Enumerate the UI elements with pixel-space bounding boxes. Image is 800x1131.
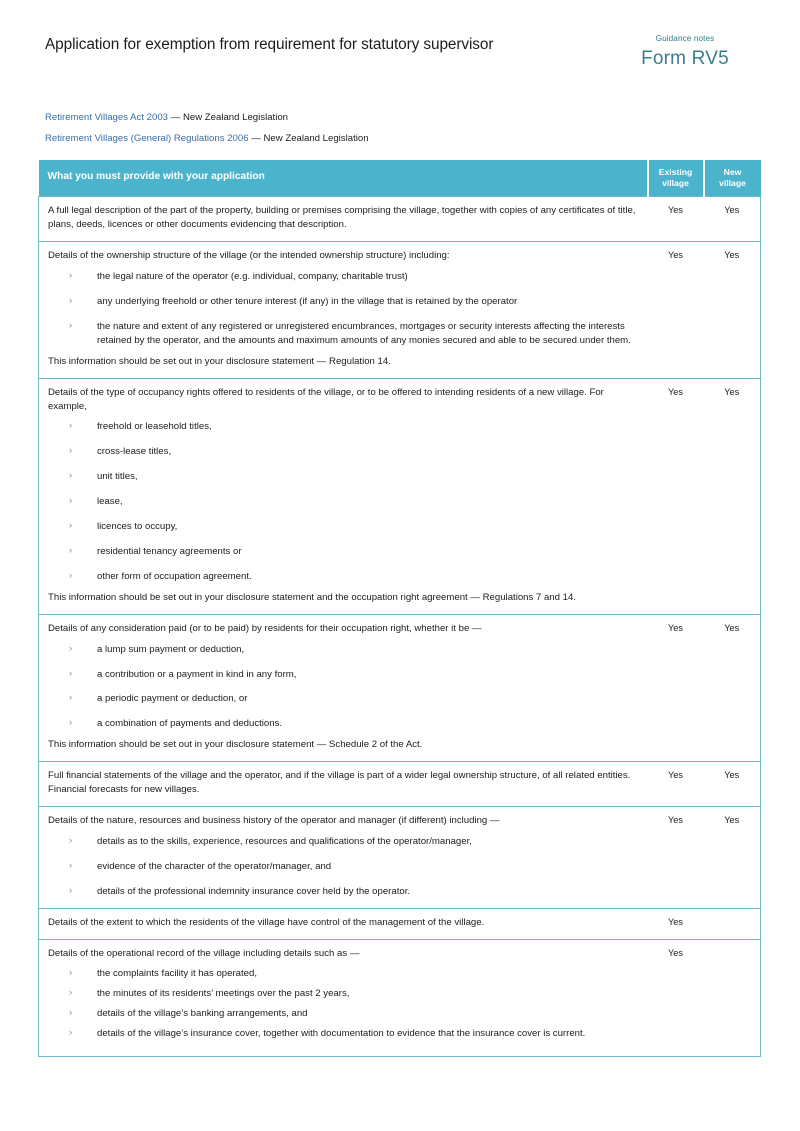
requirement-bullet-list xyxy=(48,643,638,732)
list-item xyxy=(69,717,638,731)
legislation-source-2: — New Zealand Legislation xyxy=(248,133,369,145)
chevron-right-icon: › xyxy=(69,495,73,507)
table-row xyxy=(39,614,761,761)
requirement-text: Details of the operational record of the village including details such as — xyxy=(48,947,360,959)
column-header-existing-village xyxy=(648,160,704,197)
new-village-value xyxy=(704,908,761,939)
table-row xyxy=(39,378,761,614)
list-item xyxy=(69,668,638,682)
table-row xyxy=(39,242,761,378)
chevron-right-icon: › xyxy=(69,319,73,331)
requirement-cell xyxy=(39,614,648,761)
requirement-note: This information should be set out in your disclosure statement — Schedule 2 of the Act. xyxy=(48,739,423,751)
table-header-row xyxy=(39,160,761,197)
list-item-label: details as to the skills, experience, resources and qualifications of the operator/manager, xyxy=(97,835,472,847)
list-item-label: freehold or leasehold titles, xyxy=(97,421,212,433)
list-item xyxy=(69,860,638,874)
legislation-line-1 xyxy=(45,112,760,124)
list-item xyxy=(69,420,638,434)
list-item-label: a contribution or a payment in kind in any form, xyxy=(97,668,297,680)
table-row xyxy=(39,197,761,242)
list-item xyxy=(69,445,638,459)
form-id-label: Form RV5 xyxy=(641,47,729,69)
list-item xyxy=(69,1027,638,1041)
requirements-table xyxy=(38,160,761,1057)
requirement-bullet-list xyxy=(48,835,638,899)
table-header xyxy=(39,160,761,197)
column-header-existing-line2: village xyxy=(662,177,689,188)
list-item-label: licences to occupy, xyxy=(97,521,178,533)
requirement-note: This information should be set out in your disclosure statement — Regulation 14. xyxy=(48,355,391,367)
list-item xyxy=(69,692,638,706)
new-village-value: Yes xyxy=(704,197,761,242)
requirement-text: Details of the extent to which the residents of the village have control of the management of the village. xyxy=(48,916,485,928)
chevron-right-icon: › xyxy=(69,270,73,282)
requirement-cell xyxy=(39,242,648,378)
column-header-requirements: What you must provide with your application xyxy=(39,160,648,197)
list-item-label: the nature and extent of any registered or unregistered encumbrances, mortgages or security interests affecting the interests retained by the operator, and the amounts and maximum amounts of any monies secured and able to be secured under them. xyxy=(97,320,631,346)
chevron-right-icon: › xyxy=(69,1007,73,1019)
list-item-label: residential tenancy agreements or xyxy=(97,546,242,557)
requirement-cell xyxy=(39,806,648,908)
legislation-source-1: — New Zealand Legislation xyxy=(168,112,289,123)
column-header-new-line1: New xyxy=(723,166,742,177)
chevron-right-icon: › xyxy=(69,884,73,896)
chevron-right-icon: › xyxy=(69,420,73,432)
requirement-bullet-list xyxy=(48,270,638,348)
list-item-label: evidence of the character of the operator/manager, and xyxy=(97,860,332,872)
requirement-cell xyxy=(39,939,648,1057)
table-body xyxy=(39,197,761,1057)
existing-village-value: Yes xyxy=(648,939,704,1057)
table-row xyxy=(39,939,761,1057)
requirement-bullet-list xyxy=(48,967,638,1041)
requirement-cell xyxy=(39,197,648,242)
existing-village-value: Yes xyxy=(648,806,704,908)
guidance-notes-label: Guidance notes xyxy=(655,34,715,43)
existing-village-value: Yes xyxy=(648,762,704,807)
chevron-right-icon: › xyxy=(69,445,73,457)
new-village-value xyxy=(704,939,761,1057)
new-village-value: Yes xyxy=(704,614,761,761)
requirements-table-wrapper xyxy=(38,160,760,1057)
list-item xyxy=(69,987,638,1001)
list-item-label: the minutes of its residents’ meetings over the past 2 years, xyxy=(97,988,350,1000)
requirement-text: Full financial statements of the village and the operator, and if the village is part of a wider legal ownership structure, of all related entities. Financial forecasts for new villages. xyxy=(48,770,631,796)
list-item-label: details of the village’s banking arrangements, and xyxy=(97,1008,308,1020)
list-item-label: other form of occupation agreement. xyxy=(97,570,252,582)
requirement-cell xyxy=(39,762,648,807)
existing-village-value: Yes xyxy=(648,197,704,242)
list-item-label: the legal nature of the operator (e.g. individual, company, charitable trust) xyxy=(97,271,408,283)
document-masthead xyxy=(0,0,800,96)
requirement-cell xyxy=(39,378,648,614)
chevron-right-icon: › xyxy=(69,667,73,679)
list-item xyxy=(69,470,638,484)
list-item-label: cross-lease titles, xyxy=(97,446,172,458)
list-item-label: a combination of payments and deductions. xyxy=(97,718,283,730)
requirement-cell xyxy=(39,908,648,939)
legislation-link-regulations[interactable]: Retirement Villages (General) Regulations 2006 xyxy=(45,133,249,145)
chevron-right-icon: › xyxy=(69,642,73,654)
requirement-text: A full legal description of the part of the property, building or premises comprising the village, together with copies of any certificates of title, plans, deeds, licences or other documents evidencing that description. xyxy=(48,205,636,231)
table-row xyxy=(39,762,761,807)
list-item xyxy=(69,570,638,584)
existing-village-value: Yes xyxy=(648,378,704,614)
list-item xyxy=(69,835,638,849)
chevron-right-icon: › xyxy=(69,692,73,704)
list-item-label: a lump sum payment or deduction, xyxy=(97,643,245,655)
new-village-value: Yes xyxy=(704,806,761,908)
existing-village-value: Yes xyxy=(648,908,704,939)
new-village-value: Yes xyxy=(704,242,761,378)
new-village-value: Yes xyxy=(704,762,761,807)
list-item-label: lease, xyxy=(97,496,123,508)
chevron-right-icon: › xyxy=(69,545,73,556)
list-item xyxy=(69,967,638,981)
chevron-right-icon: › xyxy=(69,987,73,999)
list-item xyxy=(69,320,638,348)
list-item xyxy=(69,295,638,309)
column-header-new-line2: village xyxy=(719,177,746,188)
chevron-right-icon: › xyxy=(69,859,73,871)
list-item-label: a periodic payment or deduction, or xyxy=(97,693,248,705)
list-item-label: unit titles, xyxy=(97,471,138,483)
requirement-text: Details of any consideration paid (or to be paid) by residents for their occupation right, whether it be — xyxy=(48,622,482,634)
requirement-text: Details of the type of occupancy rights offered to residents of the village, or to be offered to intending residents of a new village. For example, xyxy=(48,386,604,412)
legislation-line-2 xyxy=(45,133,760,145)
chevron-right-icon: › xyxy=(69,520,73,532)
legislation-link-act[interactable]: Retirement Villages Act 2003 xyxy=(45,112,169,123)
requirement-note: This information should be set out in your disclosure statement and the occupation right agreement — Regulations 7 and 14. xyxy=(48,591,576,603)
requirement-text: Details of the nature, resources and business history of the operator and manager (if different) including — xyxy=(48,814,500,826)
column-header-existing-line1: Existing xyxy=(658,166,693,177)
page-title: Application for exemption from requirement for statutory supervisor xyxy=(45,36,494,53)
column-header-new-village xyxy=(704,160,761,197)
chevron-right-icon: › xyxy=(69,470,73,482)
chevron-right-icon: › xyxy=(69,967,73,979)
existing-village-value: Yes xyxy=(648,242,704,378)
list-item-label: details of the village’s insurance cover, together with documentation to evidence that the insurance cover is current. xyxy=(97,1028,586,1040)
requirement-bullet-list xyxy=(48,420,638,583)
list-item xyxy=(69,495,638,509)
chevron-right-icon: › xyxy=(69,569,73,581)
list-item-label: details of the professional indemnity insurance cover held by the operator. xyxy=(97,885,411,897)
form-identifier-block xyxy=(610,34,760,71)
list-item xyxy=(69,1007,638,1021)
table-row xyxy=(39,908,761,939)
list-item xyxy=(69,885,638,899)
requirement-text: Details of the ownership structure of the village (or the intended ownership structure) including: xyxy=(48,250,450,262)
table-row xyxy=(39,806,761,908)
list-item xyxy=(69,270,638,284)
list-item-label: any underlying freehold or other tenure interest (if any) in the village that is retained by the operator xyxy=(97,296,518,308)
existing-village-value: Yes xyxy=(648,614,704,761)
list-item xyxy=(69,520,638,534)
list-item xyxy=(69,545,638,559)
chevron-right-icon: › xyxy=(69,717,73,729)
new-village-value: Yes xyxy=(704,378,761,614)
chevron-right-icon: › xyxy=(69,1027,73,1039)
legislation-references xyxy=(0,112,800,160)
chevron-right-icon: › xyxy=(69,834,73,846)
list-item xyxy=(69,643,638,657)
list-item-label: the complaints facility it has operated, xyxy=(97,968,257,980)
chevron-right-icon: › xyxy=(69,295,73,307)
